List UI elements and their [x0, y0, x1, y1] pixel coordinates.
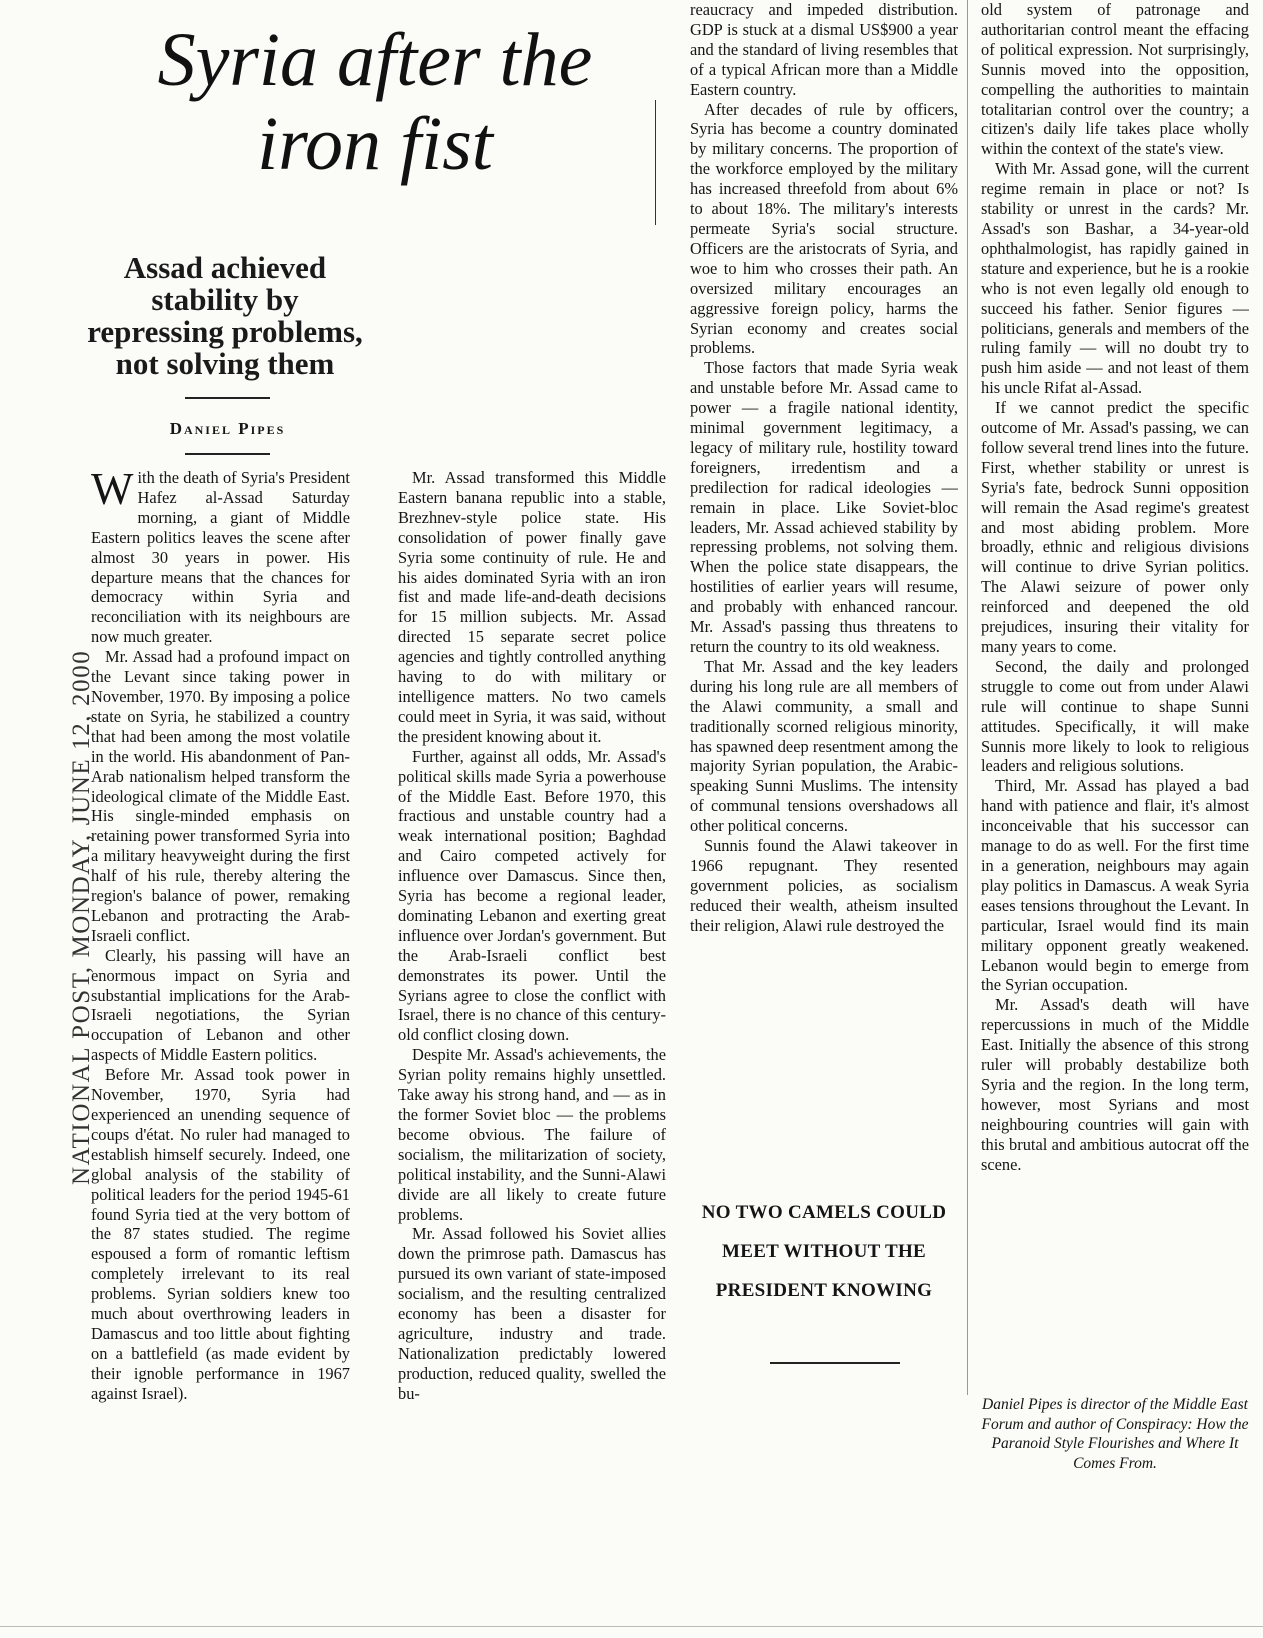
paragraph: Sunnis found the Alawi takeover in 1966 repugnant. They resented government policies, as socialism reduced their wealth, atheism insulted their religion, Alawi rule destroyed the: [690, 836, 958, 935]
byline-rule: [185, 453, 270, 455]
headline-column-rule: [655, 100, 656, 225]
dropcap: W: [91, 468, 134, 514]
pull-quote: NO TWO CAMELS COULD MEET WITHOUT THE PRESIDENT KNOWING: [701, 1202, 947, 1301]
paragraph: Despite Mr. Assad's achievements, the Syrian polity remains highly unsettled. Take away his strong hand, and — as in the former Soviet bloc — the problems become obvious. The failure of socialism, the militarization of society, political instability, and the Sunni-Alawi divide are all likely to create future problems.: [398, 1045, 666, 1224]
paragraph: If we cannot predict the specific outcome of Mr. Assad's passing, we can follow several trend lines into the future. First, whether stability or unrest is Syria's fate, bedrock Sunni opposition will remain the Asad regime's greatest and most abiding problem. More broadly, ethnic and religious divisions will continue to drive Syrian politics. The Alawi seizure of power only reinforced and deepened the old prejudices, insuring their vitality for many years to come.: [981, 398, 1249, 656]
paragraph: reaucracy and impeded distribution. GDP is stuck at a dismal US$900 a year and the standard of living resembles that of a typical African more than a Middle Eastern country.: [690, 0, 958, 99]
paragraph: Mr. Assad's death will have repercussions in much of the Middle East. Initially the absence of this strong ruler will probably destabilize both Syria and the region. In the long term, however, most Syrians and most neighbouring countries will gain with this brutal and ambitious autocrat off the scene.: [981, 995, 1249, 1174]
column-rule-3-4: [967, 0, 968, 1395]
dateline: NATIONAL POST, MONDAY, JUNE 12, 2000: [68, 649, 95, 1185]
byline: Daniel Pipes: [169, 419, 286, 438]
paragraph: Mr. Assad had a profound impact on the Levant since taking power in November, 1970. By imposing a police state on Syria, he stabilized a country that had been among the most volatile in the world. His abandonment of Pan-Arab nationalism helped transform the ideological climate of the Middle East. His single-minded emphasis on retaining power transformed Syria into a military heavyweight during the first half of his rule, thereby altering the region's balance of power, remaking Lebanon and protracting the Arab-Israeli conflict.: [91, 647, 350, 945]
deck-rule: [185, 397, 270, 399]
article-column-3: [690, 0, 958, 1168]
paragraph: Mr. Assad followed his Soviet allies down the primrose path. Damascus has pursued its own variant of state-imposed socialism, and the resulting centralized economy has been a disaster for agriculture, industry and trade. Nationalization predictably lowered production, reduced quality, swelled the bu-: [398, 1224, 666, 1403]
article-column-1: [91, 468, 350, 1553]
paragraph: Third, Mr. Assad has played a bad hand with patience and flair, it's almost inconceivable that his successor can manage to do as well. For the first time in a generation, neighbours may again play politics in Damascus. A weak Syria eases tensions throughout the Levant. In particular, Israel would find its main military opponent greatly weakened. Lebanon would begin to emerge from the Syrian occupation.: [981, 776, 1249, 995]
paragraph: After decades of rule by officers, Syria has become a country dominated by military concerns. The proportion of the workforce employed by the military has increased threefold from about 6% to about 18%. The military's interests permeate Syria's social structure. Officers are the aristocrats of Syria, and woe to him who crosses their path. An oversized military encourages an aggressive foreign policy, harms the Syrian economy and creates social problems.: [690, 99, 958, 358]
paragraph: Before Mr. Assad took power in November, 1970, Syria had experienced an unending sequence of coups d'état. No ruler had managed to establish himself securely. Indeed, one global analysis of the stability of political leaders for the period 1945-61 found Syria tied at the very bottom of the 87 states studied. The regime espoused a form of romantic leftism completely irrelevant to its real problems. Syrian soldiers knew too much about overthrowing leaders in Damascus and too little about fighting on a battlefield (as made evident by their ignoble performance in 1967 against Israel).: [91, 1065, 350, 1403]
paragraph: Second, the daily and prolonged struggle to come out from under Alawi rule will continue to shape Sunni attitudes. Specifically, it will make Sunnis more likely to look to religious leaders and religious solutions.: [981, 656, 1249, 776]
pull-quote-rule: [770, 1362, 900, 1364]
paragraph: [91, 468, 350, 647]
paragraph: Further, against all odds, Mr. Assad's political skills made Syria a powerhouse of the Middle East. Before 1970, this fractious and unstable country had a weak international position; Baghdad and Cairo competed actively for influence over Damascus. Since then, Syria has become a regional leader, dominating Lebanon and exerting great influence over Jordan's government. But the Arab-Israeli conflict best demonstrates its power. Until the Syrians agree to close the conflict with Israel, there is no chance of this century-old conflict closing down.: [398, 746, 666, 1045]
paragraph: With Mr. Assad gone, will the current regime remain in place or not? Is stability or unrest in the cards? Mr. Assad's son Bashar, a 34-year-old ophthalmologist, has rapidly gained in stature and experience, but he is a rookie who is not even legally old enough to succeed his father. Senior figures — politicians, generals and members of the ruling family — will no doubt try to push him aside — and not least of them his uncle Rifat al-Assad.: [981, 159, 1249, 398]
bottom-edge-line: [0, 1626, 1263, 1627]
paragraph: old system of patronage and authoritarian control meant the effacing of political expression. Not surprisingly, Sunnis moved into the opposition, compelling the authorities to maintain totalitarian control over the country; a citizen's daily life takes place wholly within the context of the state's view.: [981, 0, 1249, 159]
paragraph: Clearly, his passing will have an enormous impact on Syria and substantial implications for the Arab-Israeli negotiations, the Syrian occupation of Lebanon and other aspects of Middle Eastern politics.: [91, 945, 350, 1065]
article-column-2: [398, 468, 666, 1553]
paragraph: Those factors that made Syria weak and unstable before Mr. Assad came to power — a fragile national identity, minimal government legitimacy, a legacy of military rule, hostility toward foreigners, irredentism and a predilection for radical ideologies — remain in place. Like Soviet-bloc leaders, Mr. Assad achieved stability by repressing problems, not solving them. When the police state disappears, the hostilities of earlier years will resume, and probably with enhanced rancour. Mr. Assad's passing thus threatens to return the country to its old weakness.: [690, 358, 958, 656]
article-column-4: [981, 0, 1249, 1400]
headline: Syria after the iron fist: [157, 18, 593, 186]
paragraph: Mr. Assad transformed this Middle Eastern banana republic into a stable, Brezhnev-style police state. His consolidation of power finally gave Syria some continuity of rule. He and his aides dominated Syria with an iron fist and made life-and-death decisions for 15 million subjects. Mr. Assad directed 15 separate secret police agencies and tightly controlled anything having to do with military or intelligence matters. No two camels could meet in Syria, it was said, without the president knowing about it.: [398, 468, 666, 746]
paragraph-text: ith the death of Syria's President Hafez al-Assad Saturday morning, a giant of Middle Eastern politics leaves the scene after almost 30 years in power. His departure means that the chances for democracy within Syria and reconciliation with its neighbours are now much greater.: [91, 468, 350, 647]
author-bio: Daniel Pipes is director of the Middle East Forum and author of Conspiracy: How the Paranoid Style Flourishes and Where It Comes From.: [981, 1396, 1249, 1472]
deck: Assad achieved stability by repressing problems, not solving them: [87, 250, 363, 381]
paragraph: That Mr. Assad and the key leaders during his long rule are all members of the Alawi community, a small and traditionally scorned religious minority, has spawned deep resentment among the majority Syrian population, the Arabic-speaking Sunni Muslims. The intensity of communal tensions overshadows all other political concerns.: [690, 656, 958, 836]
